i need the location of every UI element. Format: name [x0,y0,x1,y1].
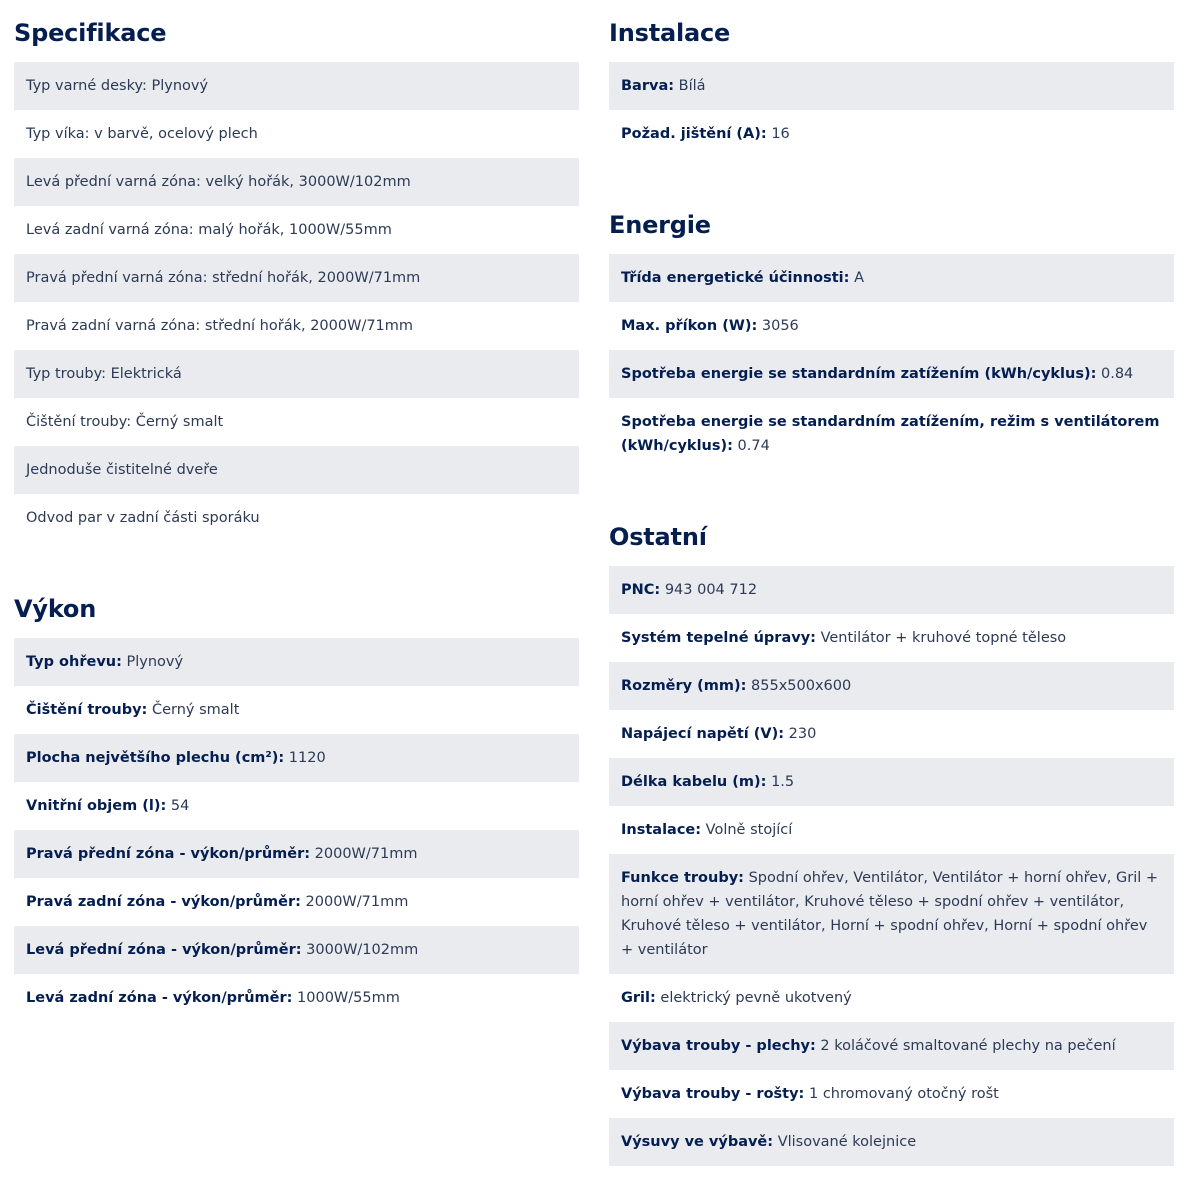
spec-row [14,158,579,206]
row-value: Bílá [678,78,706,94]
row-label: Instalace: [621,822,702,838]
row-label: Napájecí napětí (V): [621,726,785,742]
row-value: 2000W/71mm [314,846,418,862]
row-label: Spotřeba energie se standardním zatížením, režim s ventilátorem (kWh/cyklus): [621,414,1160,454]
section-title-vykon: Výkon [14,595,97,623]
energie-list [609,254,1174,470]
vykon-row [14,878,579,926]
ostatni-row [609,566,1174,614]
row-label: Výbava trouby - plechy: [621,1038,816,1054]
spec-text: Pravá zadní varná zóna: střední hořák, 2000W/71mm [26,318,414,334]
row-value: 230 [788,726,817,742]
instalace-list [609,62,1174,158]
vykon-row [14,830,579,878]
section-energie [609,192,1174,470]
ostatni-row [609,710,1174,758]
row-label: Pravá zadní zóna - výkon/průměr: [26,894,301,910]
row-value: 3056 [761,318,799,334]
row-label: Vnitřní objem (l): [26,798,167,814]
right-column [609,0,1174,1200]
row-value: Ventilátor + kruhové topné těleso [820,630,1067,646]
ostatni-row [609,854,1174,974]
spec-text: Levá přední varná zóna: velký hořák, 3000W/102mm [26,174,411,190]
ostatni-row [609,1022,1174,1070]
row-value: 1120 [288,750,326,766]
row-label: Barva: [621,78,675,94]
row-label: Typ ohřevu: [26,654,122,670]
vykon-list [14,638,579,1022]
section-title-specifikace: Specifikace [14,19,167,47]
row-label: Levá zadní zóna - výkon/průměr: [26,990,293,1006]
row-value: 943 004 712 [664,582,758,598]
row-label: Rozměry (mm): [621,678,747,694]
row-label: Levá přední zóna - výkon/průměr: [26,942,302,958]
section-title-ostatni: Ostatní [609,523,707,551]
row-label: Gril: [621,990,656,1006]
vykon-row [14,734,579,782]
vykon-row [14,974,579,1022]
section-vykon [14,576,579,1022]
energie-row [609,398,1174,470]
spec-row [14,494,579,542]
spec-text: Typ trouby: Elektrická [26,366,182,382]
row-label: Plocha největšího plechu (cm²): [26,750,285,766]
spec-row [14,398,579,446]
row-value: Černý smalt [151,702,240,718]
row-label: Pravá přední zóna - výkon/průměr: [26,846,311,862]
spec-text: Pravá přední varná zóna: střední hořák, 2000W/71mm [26,270,421,286]
row-label: Spotřeba energie se standardním zatížením (kWh/cyklus): [621,366,1097,382]
row-value: Vlisované kolejnice [777,1134,917,1150]
section-ostatni [609,504,1174,1166]
spec-row [14,254,579,302]
section-title-energie: Energie [609,211,711,239]
row-value: 0.74 [737,438,770,454]
row-value: 16 [771,126,790,142]
ostatni-row [609,1070,1174,1118]
spec-text: Typ víka: v barvě, ocelový plech [26,126,258,142]
vykon-row [14,782,579,830]
spec-row [14,206,579,254]
row-label: Délka kabelu (m): [621,774,767,790]
ostatni-list [609,566,1174,1166]
energie-row [609,302,1174,350]
spec-text: Jednoduše čistitelné dveře [26,462,218,478]
row-label: Systém tepelné úpravy: [621,630,816,646]
section-specifikace [14,0,579,542]
spec-text: Typ varné desky: Plynový [26,78,209,94]
row-value: Volně stojící [705,822,793,838]
row-value: 855x500x600 [751,678,852,694]
row-label: Výsuvy ve výbavě: [621,1134,774,1150]
row-value: 2 koláčové smaltované plechy na pečení [820,1038,1116,1054]
vykon-row [14,686,579,734]
section-instalace [609,0,1174,158]
row-value: 3000W/102mm [306,942,419,958]
section-title-instalace: Instalace [609,19,731,47]
instalace-row [609,62,1174,110]
ostatni-row [609,806,1174,854]
energie-row [609,350,1174,398]
spec-row [14,110,579,158]
energie-row [609,254,1174,302]
ostatni-row [609,614,1174,662]
spec-text: Levá zadní varná zóna: malý hořák, 1000W/55mm [26,222,392,238]
ostatni-row [609,758,1174,806]
spec-list [14,62,579,542]
spec-text: Odvod par v zadní části sporáku [26,510,260,526]
vykon-row [14,926,579,974]
ostatni-row [609,662,1174,710]
row-label: Funkce trouby: [621,870,744,886]
row-label: Třída energetické účinnosti: [621,270,850,286]
instalace-row [609,110,1174,158]
spec-text: Čištění trouby: Černý smalt [26,414,224,430]
ostatni-row [609,974,1174,1022]
left-column [14,0,579,1056]
ostatni-row [609,1118,1174,1166]
row-label: Max. příkon (W): [621,318,758,334]
row-value: A [854,270,864,286]
spec-row [14,302,579,350]
row-value: 1 chromovaný otočný rošt [808,1086,999,1102]
spec-row [14,350,579,398]
row-label: Výbava trouby - rošty: [621,1086,805,1102]
row-value: 0.84 [1101,366,1134,382]
spec-row [14,446,579,494]
row-label: PNC: [621,582,661,598]
vykon-row [14,638,579,686]
row-value: Spodní ohřev, Ventilátor, Ventilátor + horní ohřev, Gril + horní ohřev + ventilátor, Kruhové těleso + spodní ohřev + ventilátor, Kruhové těleso + ventilátor, Horní + spodní ohřev, Horní + spodní ohřev + ventilátor [621,870,1159,958]
row-value: elektrický pevně ukotvený [660,990,852,1006]
spec-row [14,62,579,110]
row-value: 1000W/55mm [297,990,400,1006]
row-value: Plynový [126,654,184,670]
row-label: Požad. jištění (A): [621,126,767,142]
row-value: 54 [170,798,190,814]
row-value: 2000W/71mm [305,894,409,910]
row-value: 1.5 [771,774,795,790]
row-label: Čištění trouby: [26,702,148,718]
